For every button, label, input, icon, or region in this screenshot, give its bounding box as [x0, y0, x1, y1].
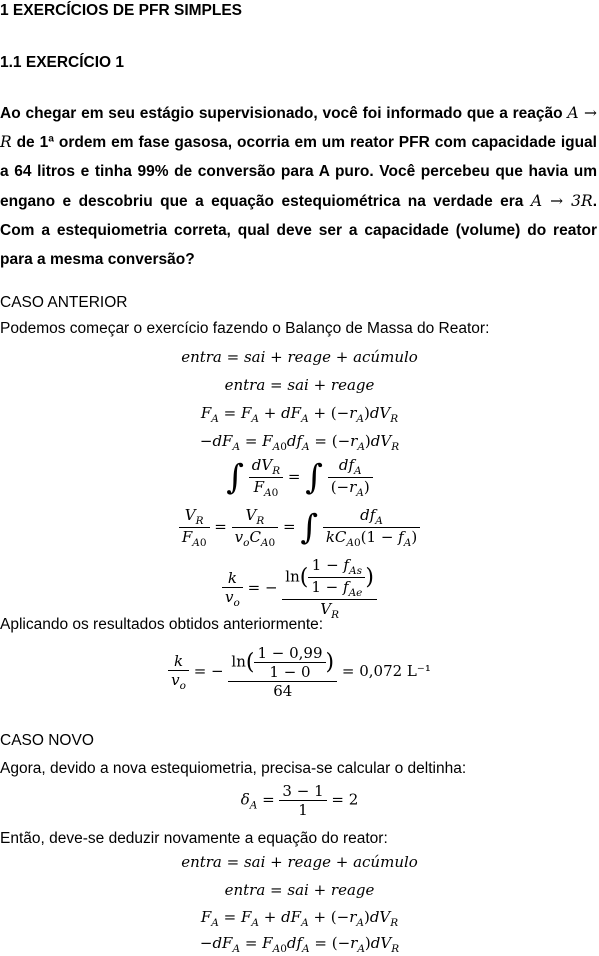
rate-constant-result: = 0,072 L⁻¹ [341, 662, 431, 680]
new-mass-balance-steady-equation: entra = sai + reage [224, 881, 375, 899]
subsection-heading: 1.1 EXERCÍCIO 1 [0, 54, 125, 71]
applying-results-text: Aplicando os resultados obtidos anteriormente: [0, 616, 324, 633]
new-molar-flow-balance-equation: $F_A = F_A + dF_A + (-r_A)dV_R$ [200, 908, 399, 929]
rate-constant-formula: $\frac{k}{v_o}$ = − ln( $\frac{1 - f_{As}}{1 - f_{Ae}}$ ) $V_R$ [0, 556, 599, 621]
caso-novo-intro: Agora, devido a nova estequiometria, precisa-se calcular o deltinha: [0, 760, 467, 777]
problem-text-2: de 1ª ordem em fase gasosa, ocorria em um reator PFR com capacidade igual a 64 litros e tinha 99% de conversão para A puro. Você percebeu que havia um engano e descobriu que a equação estequiométrica na verdade era [0, 134, 597, 210]
delta-equation: $\delta_A$ = $\frac{3 - 1}{1}$ = 2 [240, 782, 359, 819]
integral-equation: ∫ $\frac{dV_R}{F_{A0}}$ = ∫ $\frac{df_A}{(-r_A)}$ [0, 456, 599, 499]
problem-statement [0, 99, 597, 274]
mass-balance-steady-equation: entra = sai + reage [224, 376, 375, 394]
reaction-original: A → R [0, 104, 597, 152]
caso-anterior-intro: Podemos começar o exercício fazendo o Balanço de Massa do Reator: [0, 320, 490, 337]
caso-anterior-title: CASO ANTERIOR [0, 294, 128, 311]
deduce-text: Então, deve-se deduzir novamente a equação do reator: [0, 830, 388, 847]
volume-integral-equation: $\frac{V_R}{F_{A0}}$ = $\frac{V_R}{v_oC_{A0}}$ = ∫ $\frac{df_A}{kC_{A0}(1 - f_A)}$ [0, 506, 599, 549]
problem-text-1: Ao chegar em seu estágio supervisionado, você foi informado que a reação [0, 105, 568, 122]
differential-balance-equation: $-dF_A = F_{A0}df_A = (-r_A)dV_R$ [199, 432, 400, 453]
rate-constant-calculation: $\frac{k}{v_o}$ = − ln( $\frac{1 - 0,99}{1 - 0}$ ) 64 = 0,072 L⁻¹ [0, 644, 599, 700]
new-mass-balance-equation: entra = sai + reage + acúmulo [181, 853, 418, 871]
section-heading: 1 EXERCÍCIOS DE PFR SIMPLES [0, 2, 243, 19]
problem-text-3: . Com a estequiometria correta, qual deve ser a capacidade (volume) do reator para a mesma conversão? [0, 192, 597, 269]
caso-novo-title: CASO NOVO [0, 732, 94, 749]
reaction-corrected: A → 3R [530, 191, 593, 210]
molar-flow-balance-equation: $F_A = F_A + dF_A + (-r_A)dV_R$ [200, 404, 399, 425]
new-differential-balance-equation: $-dF_A = F_{A0}df_A = (-r_A)dV_R$ [199, 934, 400, 955]
mass-balance-equation: entra = sai + reage + acúmulo [181, 348, 418, 366]
